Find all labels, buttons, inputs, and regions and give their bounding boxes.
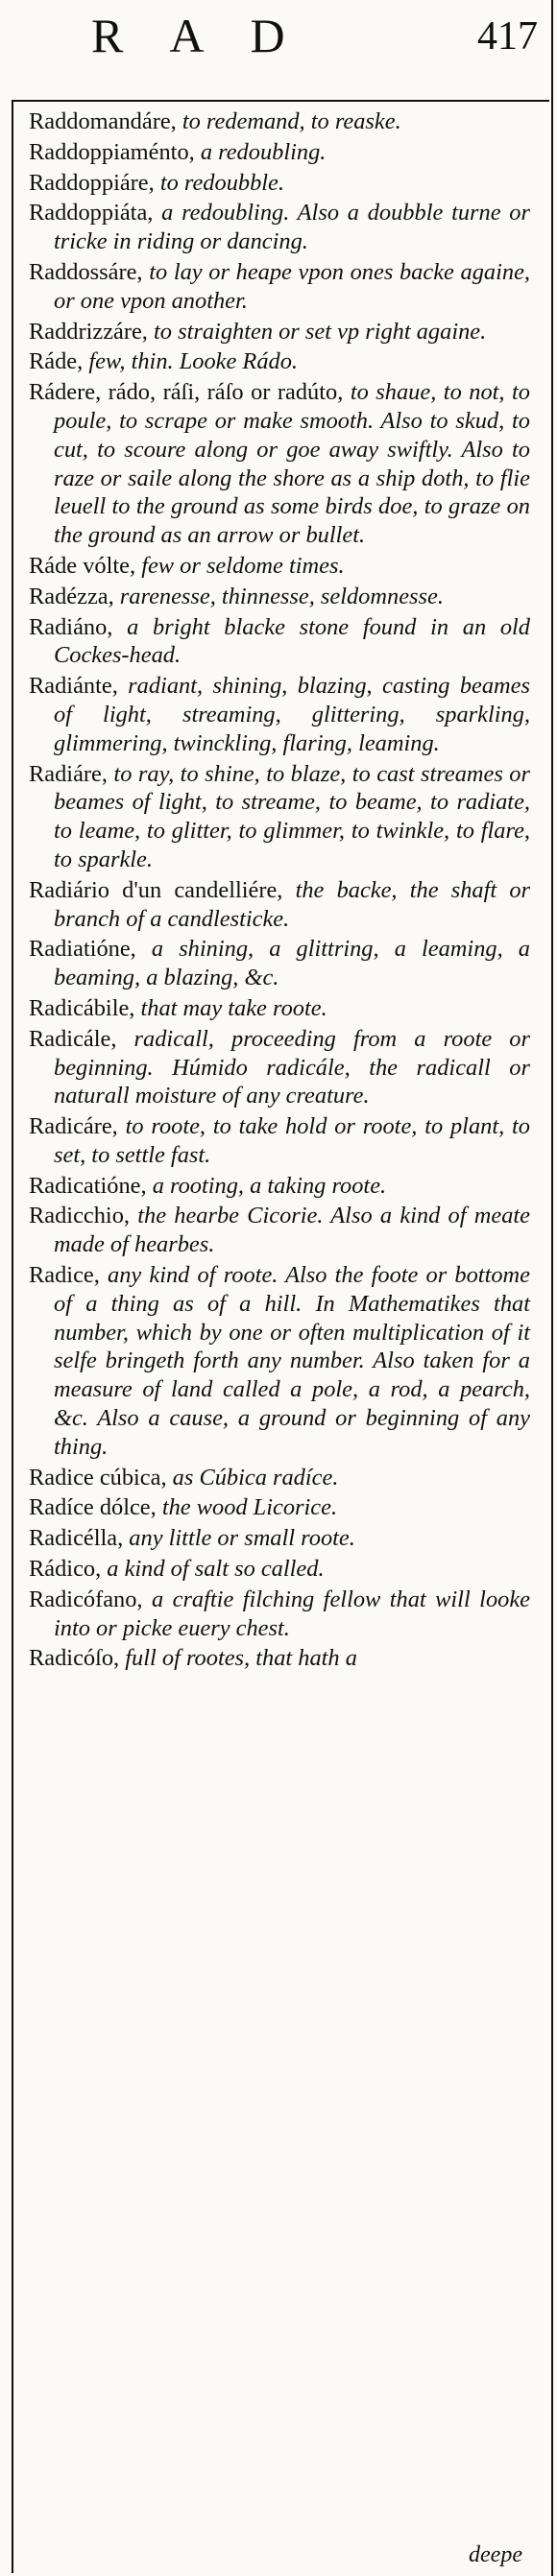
headword: Raddomandáre,: [29, 108, 177, 134]
definition: the backe, the shaft or branch of a candlesticke.: [54, 876, 531, 932]
dictionary-entry: [29, 583, 530, 611]
dictionary-entry: [29, 552, 530, 581]
definition: few or seldome times.: [135, 552, 345, 579]
dictionary-entry: [29, 1261, 530, 1462]
definition: to redoubble.: [154, 169, 284, 196]
dictionary-entry: [29, 1586, 530, 1643]
definition: radicall, proceeding from a roote or beginning. Húmido radicále, the radicall or naturall moisture of any creature.: [54, 1025, 530, 1109]
definition: to roote, to take hold or roote, to plant, to set, to settle fast.: [54, 1113, 530, 1168]
headword: Radiánte,: [29, 673, 118, 700]
headword: Raddoppiáre,: [29, 169, 155, 196]
dictionary-entry: [29, 138, 530, 167]
headword: Radice,: [29, 1262, 100, 1289]
headword: Raddoppiáta,: [29, 200, 154, 227]
dictionary-entry: [29, 760, 530, 874]
dictionary-entry: [29, 935, 530, 992]
headword: Radiáno,: [29, 613, 113, 640]
definition: a rooting, a taking roote.: [146, 1172, 387, 1199]
definition: as Cúbica radíce.: [166, 1464, 339, 1491]
dictionary-entry: [29, 318, 530, 346]
dictionary-entry: [29, 199, 530, 256]
catchword: deepe: [469, 2542, 522, 2567]
definition: full of rootes, that hath a: [119, 1645, 357, 1672]
definition: to shaue, to not, to poule, to scrape or make smooth. Also to skud, to cut, to scoure along or goe away swiftly. Also to raze or saile along the shore as a ship doth, to flie leuell to the ground as some birds doe, to graze on the ground as an arrow or bullet.: [54, 379, 530, 549]
headword: Ráde vólte,: [29, 552, 136, 579]
headword: Rádico,: [29, 1556, 102, 1583]
definition: rarenesse, thinnesse, seldomnesse.: [113, 583, 444, 609]
dictionary-entry: [29, 613, 530, 671]
definition: a craftie filching fellow that will looke into or picke euery chest.: [54, 1586, 530, 1641]
dictionary-entry: [29, 107, 530, 136]
headword: Ráde,: [29, 348, 84, 375]
definition: a bright blacke stone found in an old Cockes-head.: [54, 613, 530, 669]
dictionary-entry: [29, 1025, 530, 1110]
headword: Radiatióne,: [29, 936, 136, 963]
page-header: [0, 0, 557, 106]
dictionary-entry: [29, 1493, 530, 1522]
headword: Raddrizzáre,: [29, 318, 148, 345]
dictionary-entry: [29, 994, 530, 1023]
headword: Radicchio,: [29, 1203, 130, 1229]
headword: Radíce dólce,: [29, 1494, 157, 1521]
header-rule: [12, 100, 549, 102]
page-number: 417: [477, 14, 538, 59]
headword: Radicélla,: [29, 1525, 124, 1552]
entry-list: [29, 107, 530, 1675]
dictionary-entry: [29, 876, 530, 934]
definition: few, thin. Looke Rádo.: [83, 348, 298, 375]
definition: a kind of salt so called.: [101, 1556, 325, 1583]
definition: a redoubling.: [194, 138, 327, 165]
headword: Raddossáre,: [29, 258, 143, 285]
running-head: RAD: [91, 9, 331, 62]
dictionary-entry: [29, 1524, 530, 1553]
dictionary-entry: [29, 1644, 530, 1673]
definition: a redoubling. Also a doubble turne or tricke in riding or dancing.: [54, 200, 530, 255]
headword: Radiáre,: [29, 760, 108, 787]
dictionary-entry: [29, 347, 530, 376]
headword: Radicóſo,: [29, 1645, 120, 1672]
headword: Radice cúbica,: [29, 1464, 167, 1491]
dictionary-entry: [29, 1202, 530, 1259]
headword: Radicáre,: [29, 1113, 118, 1140]
column-rule-left: [12, 102, 13, 2573]
dictionary-entry: [29, 1464, 530, 1492]
definition: any kind of roote. Also the foote or bottome of a thing as of a hill. In Mathematikes that number, which by one or often multiplication of it selfe bringeth forth any number. Also taken for a measure of land called a pole, a rod, a pearch, &c. Also a cause, a ground or beginning of any thing.: [54, 1262, 530, 1460]
definition: that may take roote.: [134, 994, 327, 1021]
definition: radiant, shining, blazing, casting beames of light, streaming, glittering, sparkling, glimmering, twinckling, flaring, leaming.: [54, 673, 530, 756]
definition: to ray, to shine, to blaze, to cast streames or beames of light, to streame, to beame, to radiate, to leame, to glitter, to glimmer, to twinkle, to flare, to sparkle.: [54, 760, 530, 872]
headword: Rádere, rádo, ráſi, ráſo or radúto,: [29, 379, 344, 406]
definition: a shining, a glittring, a leaming, a beaming, a blazing, &c.: [54, 936, 530, 991]
column-rule-right: [551, 0, 553, 2576]
headword: Radicábile,: [29, 994, 135, 1021]
definition: the hearbe Cicorie. Also a kind of meate made of hearbes.: [54, 1203, 530, 1258]
headword: Radicófano,: [29, 1586, 143, 1612]
headword: Radicále,: [29, 1025, 117, 1052]
dictionary-entry: [29, 258, 530, 316]
headword: Radézza,: [29, 583, 114, 609]
definition: to straighten or set vp right againe.: [147, 318, 487, 345]
headword: Radicatióne,: [29, 1172, 147, 1199]
definition: any little or small roote.: [123, 1525, 355, 1552]
definition: to lay or heape vpon ones backe againe, or one vpon another.: [54, 258, 530, 314]
dictionary-entry: [29, 1172, 530, 1201]
headword: Raddoppiaménto,: [29, 138, 195, 165]
dictionary-entry: [29, 378, 530, 550]
definition: to redemand, to reaske.: [176, 108, 401, 134]
headword: Radiário d'un candelliére,: [29, 876, 283, 903]
dictionary-entry: [29, 169, 530, 198]
dictionary-entry: [29, 1555, 530, 1584]
dictionary-entry: [29, 672, 530, 757]
definition: the wood Licorice.: [156, 1494, 338, 1521]
dictionary-entry: [29, 1112, 530, 1170]
